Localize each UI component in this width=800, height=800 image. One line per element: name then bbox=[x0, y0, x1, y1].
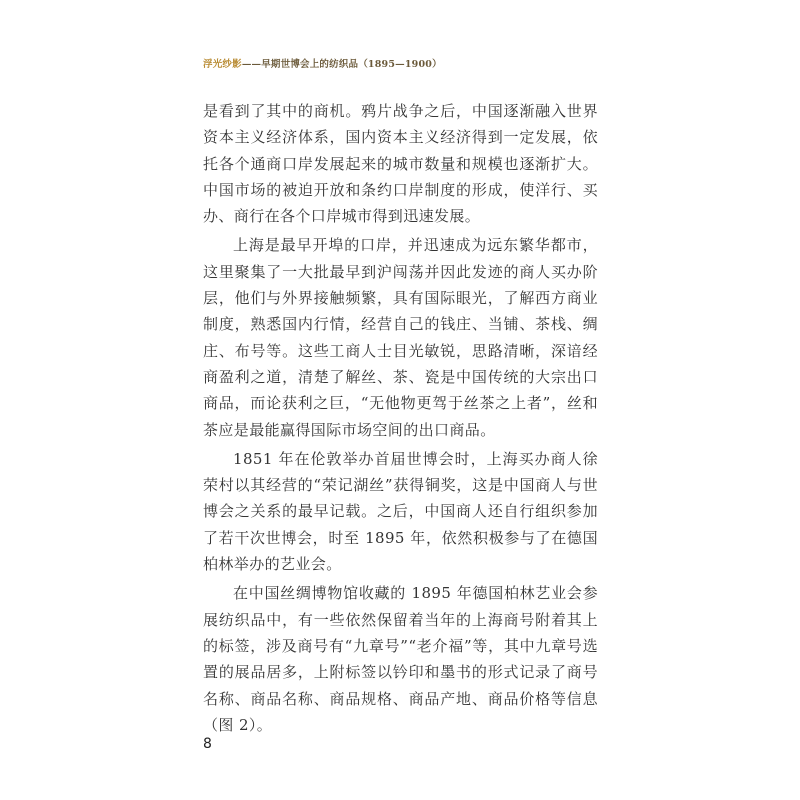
series-title: 浮光纱影 bbox=[203, 59, 242, 70]
paragraph: 1851 年在伦敦举办首届世博会时，上海买办商人徐荣村以其经营的“荣记湖丝”获得铜奖，这是中国商人与世博会之关系的最早记载。之后，中国商人还自行组织参加了若干次世博会，时至 1895 年，依然积极参与了在德国柏林举办的艺业会。 bbox=[203, 449, 598, 574]
page-number: 8 bbox=[203, 736, 212, 752]
header-dash: —— bbox=[241, 59, 262, 70]
paragraph: 是看到了其中的商机。鸦片战争之后，中国逐渐融入世界资本主义经济体系，国内资本主义经济得到一定发展，依托各个通商口岸发展起来的城市数量和规模也逐渐扩大。中国市场的被迫开放和条约口岸制度的形成，使洋行、买办、商行在各个口岸城市得到迅速发展。 bbox=[203, 102, 598, 226]
paragraph: 上海是最早开埠的口岸，并迅速成为远东繁华都市，这里聚集了一大批最早到沪闯荡并因此发迹的商人买办阶层，他们与外界接触频繁，具有国际眼光，了解西方商业制度，熟悉国内行情，经营自己的钱庄、当铺、茶栈、绸庄、布号等。这些工商人士目光敏锐，思路清晰，深谙经商盈利之道，清楚了解丝、茶、瓷是中国传统的大宗出口商品，而论获利之巨，“无他物更驾于丝茶之上者”，丝和茶应是最能赢得国际市场空间的出口商品。 bbox=[203, 236, 598, 439]
book-subtitle: 早期世博会上的纺织品（1895—1900） bbox=[261, 59, 442, 70]
body-text bbox=[203, 98, 598, 741]
running-header bbox=[203, 56, 442, 70]
paragraph: 在中国丝绸博物馆收藏的 1895 年德国柏林艺业会参展纺织品中，有一些依然保留着当年的上海商号附着其上的标签，涉及商号有“九章号”“老介福”等，其中九章号选置的展品居多，上附标签以钤印和墨书的形式记录了商号名称、商品名称、商品规格、商品产地、商品价格等信息（图 2）。 bbox=[203, 584, 598, 734]
